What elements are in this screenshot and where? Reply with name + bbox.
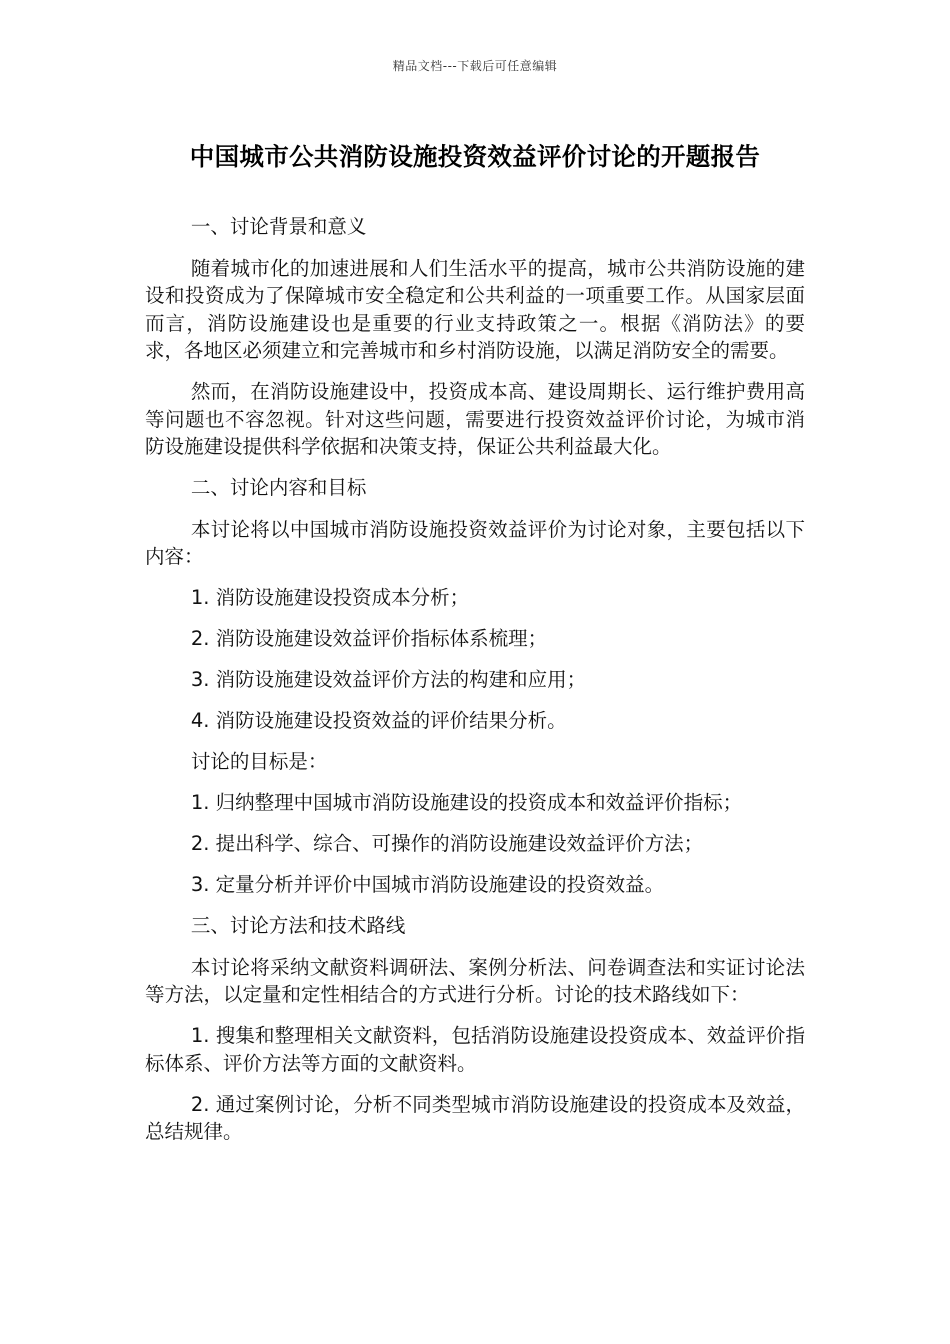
list-item: 2. 提出科学、综合、可操作的消防设施建设效益评价方法；	[190, 832, 704, 855]
document-body	[145, 213, 805, 1159]
paragraph: 随着城市化的加速进展和人们生活水平的提高，城市公共消防设施的建设和投资成为了保障城市安全稳定和公共利益的一项重要工作。从国家层面而言，消防设施建设也是重要的行业支持政策之一。根据《消防法》的要求，各地区必须建立和完善城市和乡村消防设施，以满足消防安全的需要。	[145, 256, 805, 362]
list-item: 2. 通过案例讨论，分析不同类型城市消防设施建设的投资成本及效益，总结规律。	[145, 1092, 805, 1143]
section-heading-method: 三、讨论方法和技术路线	[190, 914, 406, 937]
paragraph: 然而，在消防设施建设中，投资成本高、建设周期长、运行维护费用高等问题也不容忽视。针对这些问题，需要进行投资效益评价讨论，为城市消防设施建设提供科学依据和决策支持，保证公共利益最大化。	[145, 380, 805, 458]
paragraph: 本讨论将采纳文献资料调研法、案例分析法、问卷调查法和实证讨论法等方法，以定量和定性相结合的方式进行分析。讨论的技术路线如下：	[145, 955, 805, 1006]
paragraph: 讨论的目标是：	[190, 750, 328, 773]
list-item: 2. 消防设施建设效益评价指标体系梳理；	[190, 627, 548, 650]
list-item: 1. 消防设施建设投资成本分析；	[190, 586, 470, 609]
list-item: 3. 定量分析并评价中国城市消防设施建设的投资效益。	[190, 873, 665, 896]
document-title: 中国城市公共消防设施投资效益评价讨论的开题报告	[189, 142, 761, 171]
list-item: 1. 搜集和整理相关文献资料，包括消防设施建设投资成本、效益评价指标体系、评价方法等方面的文献资料。	[145, 1024, 805, 1075]
section-heading-content: 二、讨论内容和目标	[190, 476, 367, 499]
list-item: 3. 消防设施建设效益评价方法的构建和应用；	[190, 668, 587, 691]
paragraph: 本讨论将以中国城市消防设施投资效益评价为讨论对象，主要包括以下内容：	[145, 517, 805, 568]
header-note: 精品文档---下载后可任意编辑	[392, 59, 558, 73]
section-heading-background: 一、讨论背景和意义	[190, 215, 367, 238]
list-item: 4. 消防设施建设投资效益的评价结果分析。	[190, 709, 567, 732]
list-item: 1. 归纳整理中国城市消防设施建设的投资成本和效益评价指标；	[190, 791, 743, 814]
